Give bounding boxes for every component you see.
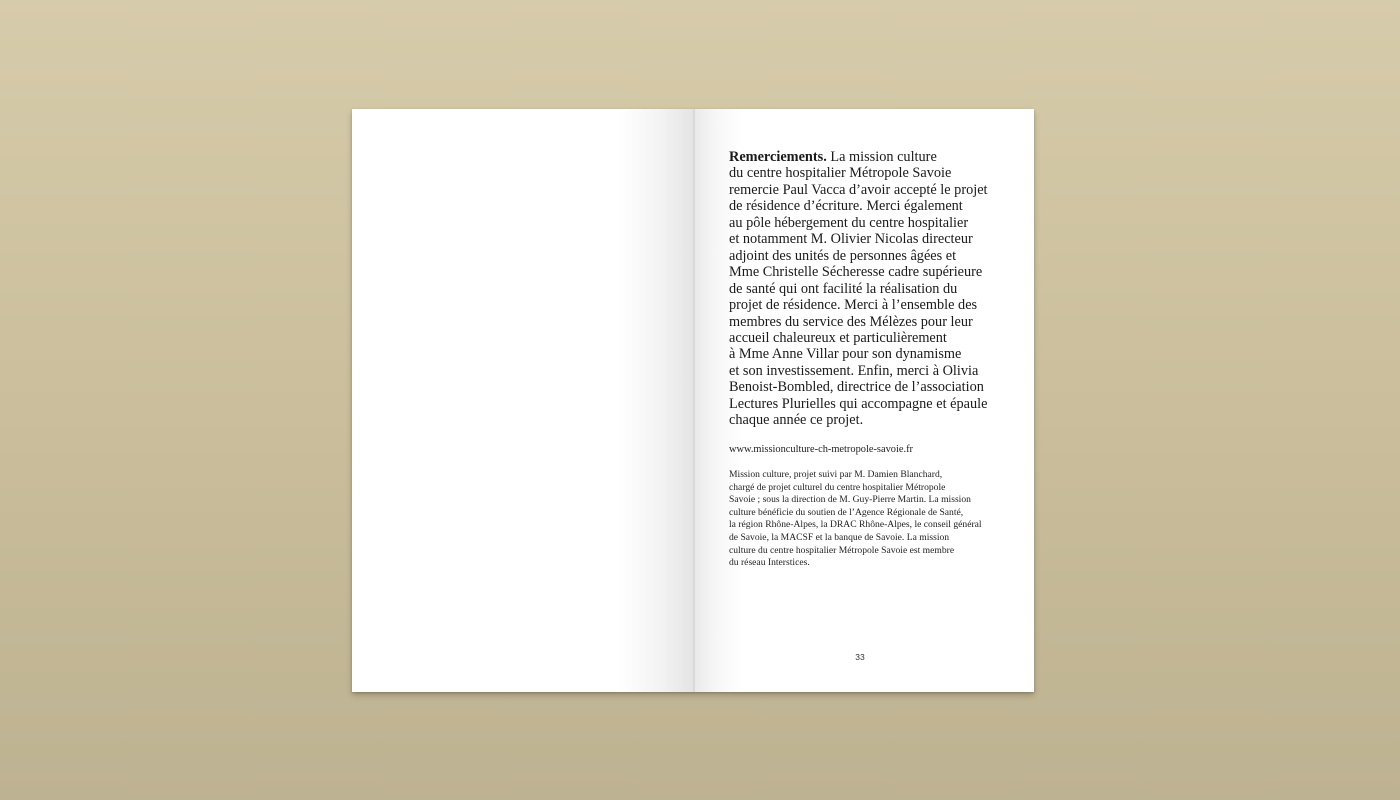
acknowledgements-line: projet de résidence. Merci à l’ensemble des	[729, 297, 978, 314]
credits-line: Savoie ; sous la direction de M. Guy-Pierre Martin. La mission	[729, 494, 971, 506]
acknowledgements-line: accueil chaleureux et particulièrement	[729, 329, 947, 346]
acknowledgements-line: de santé qui ont facilité la réalisation du	[729, 280, 958, 297]
website-url: www.missionculture-ch-metropole-savoie.fr	[729, 444, 913, 455]
acknowledgements-line: La mission culture	[830, 149, 937, 165]
credits-paragraph	[729, 469, 1001, 570]
acknowledgements-line: au pôle hébergement du centre hospitalier	[729, 214, 969, 231]
acknowledgements-line: remercie Paul Vacca d’avoir accepté le projet	[729, 181, 988, 198]
page-number: 33	[855, 652, 865, 662]
acknowledgements-first-line	[729, 149, 1001, 165]
acknowledgements-paragraph	[729, 149, 1001, 429]
credits-line: chargé de projet culturel du centre hospitalier Métropole	[729, 481, 946, 493]
acknowledgements-line: Mme Christelle Sécheresse cadre supérieure	[729, 264, 983, 281]
acknowledgements-line: du centre hospitalier Métropole Savoie	[729, 165, 952, 182]
credits-line: la région Rhône-Alpes, la DRAC Rhône-Alpes, le conseil général	[729, 519, 982, 531]
credits-line: culture du centre hospitalier Métropole Savoie est membre	[729, 544, 955, 556]
acknowledgements-line: à Mme Anne Villar pour son dynamisme	[729, 346, 962, 363]
credits-line: Mission culture, projet suivi par M. Damien Blanchard,	[729, 469, 943, 480]
acknowledgements-line: de résidence d’écriture. Merci également	[729, 198, 963, 215]
acknowledgements-line: et son investissement. Enfin, merci à Olivia	[729, 362, 979, 379]
credits-line: du réseau Interstices.	[729, 557, 810, 569]
acknowledgements-line: adjoint des unités de personnes âgées et	[729, 247, 957, 264]
acknowledgements-line: membres du service des Mélèzes pour leur	[729, 313, 973, 330]
acknowledgements-line: et notamment M. Olivier Nicolas directeur	[729, 231, 973, 248]
left-page-blank	[352, 109, 694, 692]
credits-line: de Savoie, la MACSF et la banque de Savoie. La mission	[729, 531, 950, 543]
credits-line: culture bénéficie du soutien de l’Agence Régionale de Santé,	[729, 506, 964, 518]
acknowledgements-line: Benoist-Bombled, directrice de l’association	[729, 379, 984, 396]
open-booklet	[352, 109, 1034, 692]
acknowledgements-heading: Remerciements.	[729, 149, 827, 165]
acknowledgements-line: chaque année ce projet.	[729, 412, 864, 429]
book-gutter	[693, 109, 695, 692]
acknowledgements-line: Lectures Plurielles qui accompagne et épaule	[729, 395, 988, 412]
